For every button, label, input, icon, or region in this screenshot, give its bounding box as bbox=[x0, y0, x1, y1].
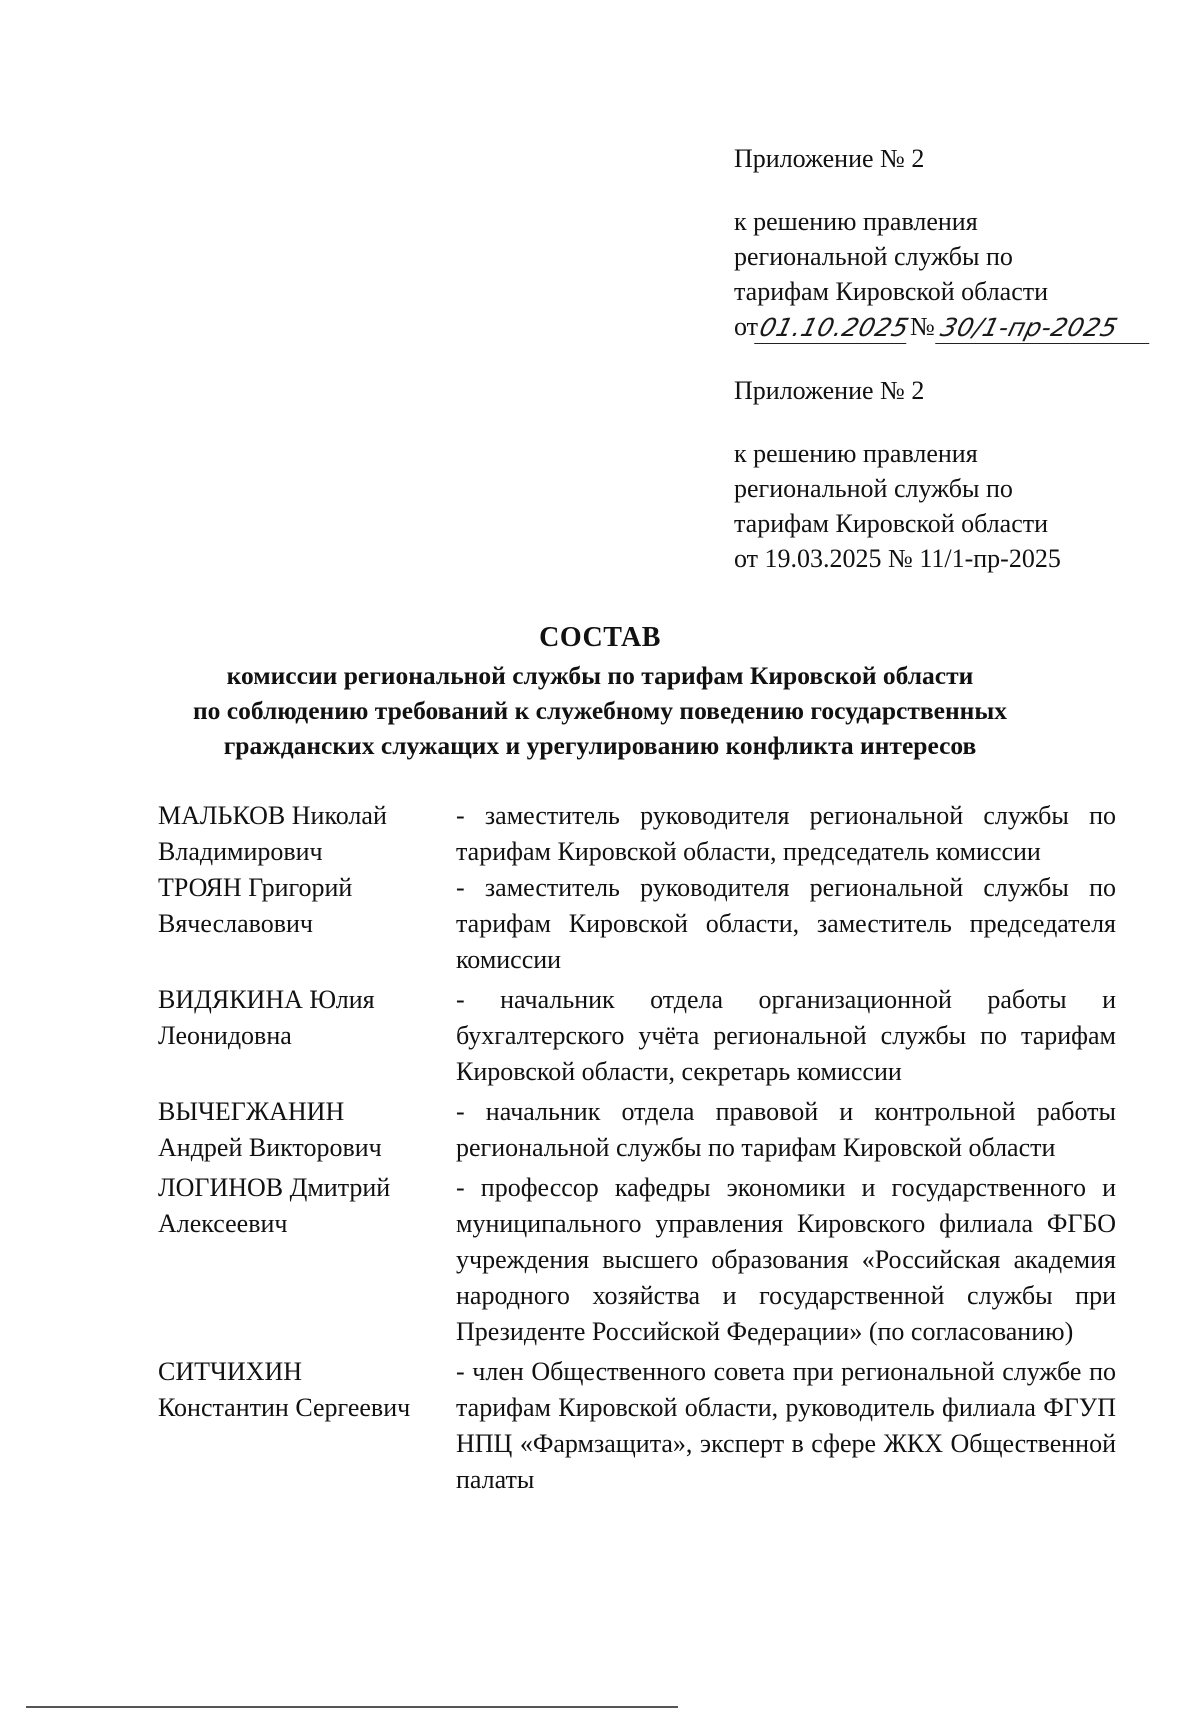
heading-subtitle-line: по соблюдению требований к служебному поведению государственных bbox=[192, 696, 1008, 725]
member-name: СИТЧИХИН Константин Сергеевич bbox=[158, 1357, 411, 1422]
heading-subtitle-line: гражданских служащих и урегулированию конфликта интересов bbox=[223, 731, 977, 760]
member-row bbox=[158, 798, 1116, 870]
member-row bbox=[158, 1354, 1116, 1498]
date-prefix: от bbox=[734, 312, 759, 341]
appendix-previous-line: от 19.03.2025 № 11/1-пр-2025 bbox=[734, 544, 1061, 573]
appendix-previous-line: региональной службы по bbox=[734, 474, 1013, 503]
appendix-previous-block bbox=[734, 373, 1061, 576]
members-list bbox=[158, 798, 1116, 1498]
number-sign: № bbox=[910, 312, 935, 341]
appendix-current-date-line bbox=[734, 309, 1153, 344]
appendix-previous-line: к решению правления bbox=[734, 439, 978, 468]
appendix-previous-title: Приложение № 2 bbox=[734, 376, 925, 405]
appendix-current-title: Приложение № 2 bbox=[734, 144, 925, 173]
appendix-current-block bbox=[734, 141, 1153, 344]
member-role: - заместитель руководителя региональной службы по тарифам Кировской области, председатель комиссии bbox=[456, 801, 1116, 866]
member-role: - профессор кафедры экономики и государственного и муниципального управления Кировского филиала ФГБО учреждения высшего образования «Российская академия народного хозяйства и государственной службы при Президенте Российской Федерации» (по согласованию) bbox=[456, 1173, 1116, 1346]
appendix-previous-line: тарифам Кировской области bbox=[734, 509, 1049, 538]
member-row bbox=[158, 1094, 1116, 1166]
document-heading bbox=[0, 618, 1200, 763]
handwritten-number: 30/1-пр-2025 bbox=[935, 313, 1157, 344]
member-name: ВИДЯКИНА Юлия Леонидовна bbox=[158, 985, 375, 1050]
member-role: - заместитель руководителя региональной службы по тарифам Кировской области, заместитель председателя комиссии bbox=[456, 873, 1116, 974]
appendix-current-line: к решению правления bbox=[734, 207, 978, 236]
member-role: - начальник отдела правовой и контрольной работы региональной службы по тарифам Кировской области bbox=[456, 1097, 1116, 1162]
member-role: - член Общественного совета при региональной службе по тарифам Кировской области, руководитель филиала ФГУП НПЦ «Фармзащита», эксперт в сфере ЖКХ Общественной палаты bbox=[456, 1357, 1116, 1494]
member-name: ТРОЯН Григорий Вячеславович bbox=[158, 873, 353, 938]
member-row bbox=[158, 1170, 1116, 1350]
heading-title: СОСТАВ bbox=[539, 622, 661, 653]
heading-subtitle-line: комиссии региональной службы по тарифам Кировской области bbox=[226, 661, 974, 690]
appendix-current-line: региональной службы по bbox=[734, 242, 1013, 271]
member-row bbox=[158, 982, 1116, 1090]
appendix-current-line: тарифам Кировской области bbox=[734, 277, 1049, 306]
member-name: ЛОГИНОВ Дмитрий Алексеевич bbox=[158, 1173, 391, 1238]
member-name: МАЛЬКОВ Николай Владимирович bbox=[158, 801, 387, 866]
member-row bbox=[158, 870, 1116, 978]
handwritten-date: 01.10.2025 bbox=[754, 313, 914, 344]
member-name: ВЫЧЕГЖАНИН Андрей Викторович bbox=[158, 1097, 382, 1162]
footer-divider bbox=[26, 1706, 678, 1708]
member-role: - начальник отдела организационной работы и бухгалтерского учёта региональной службы по тарифам Кировской области, секретарь комиссии bbox=[456, 985, 1116, 1086]
